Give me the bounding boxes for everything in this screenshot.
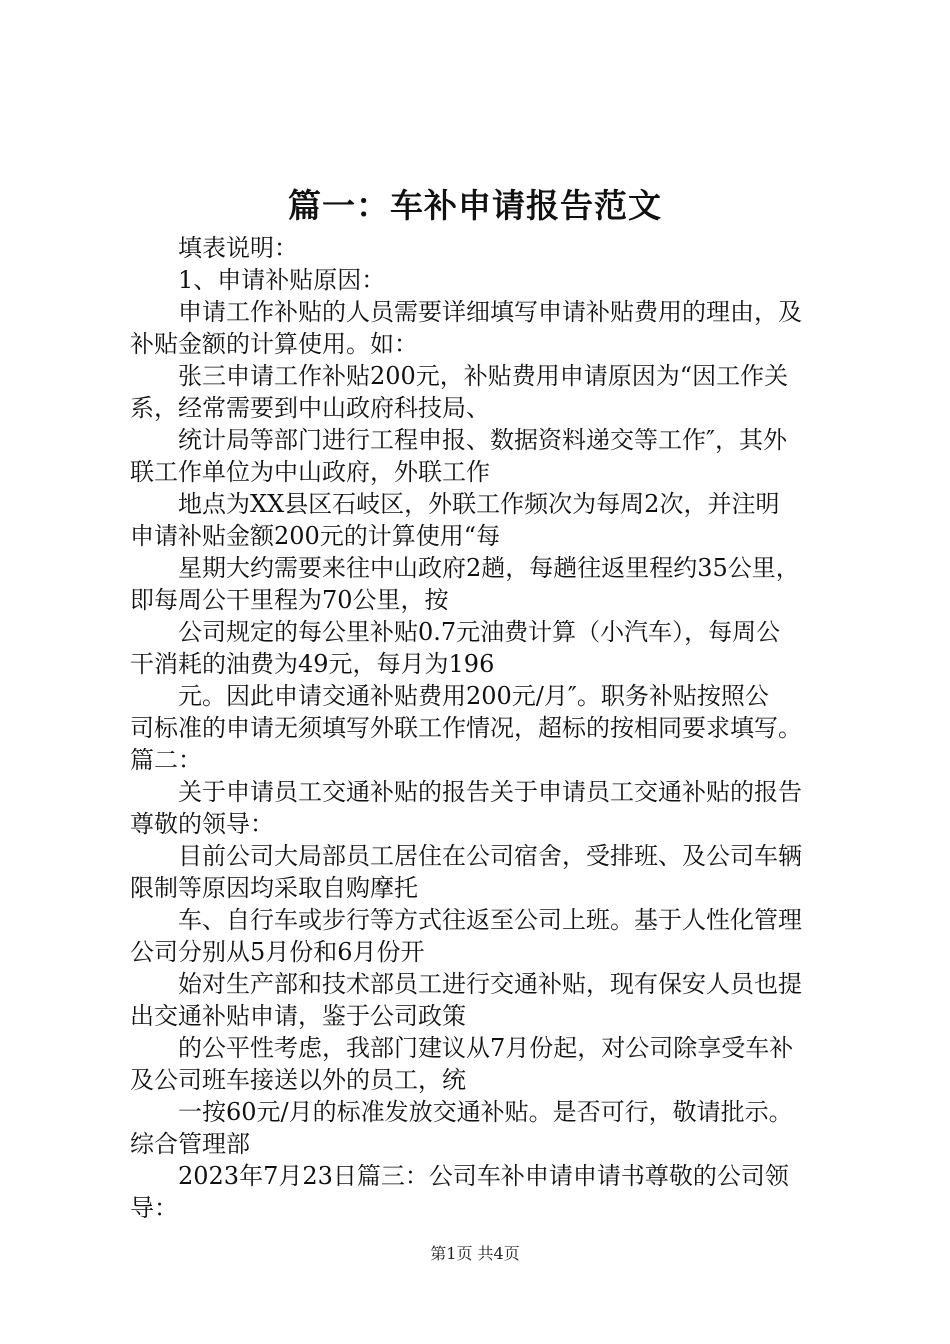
paragraph-line: 尊敬的领导：: [130, 810, 274, 838]
paragraph-line: 星期大约需要来往中山政府2趟，每趟往返里程约35公里，: [178, 554, 800, 582]
paragraph-line: 2023年7月23日篇三：公司车补申请申请书尊敬的公司领: [178, 1162, 789, 1190]
paragraph-line: 申请工作补贴的人员需要详细填写申请补贴费用的理由，及: [178, 298, 802, 326]
paragraph-line: 出交通补贴申请，鉴于公司政策: [130, 1002, 466, 1030]
paragraph-line: 干消耗的油费为49元，每月为196: [130, 650, 495, 678]
paragraph-line: 及公司班车接送以外的员工，统: [130, 1066, 466, 1094]
paragraph-line: 地点为XX县区石岐区，外联工作频次为每周2次，并注明: [178, 490, 780, 518]
document-title: 篇一：车补申请报告范文: [288, 186, 662, 225]
paragraph-line: 车、自行车或步行等方式往返至公司上班。基于人性化管理: [178, 906, 802, 934]
paragraph-line: 的公平性考虑，我部门建议从7月份起，对公司除享受车补: [178, 1034, 794, 1062]
paragraph-line: 统计局等部门进行工程申报、数据资料递交等工作″，其外: [178, 426, 787, 454]
paragraph-line: 司标准的申请无须填写外联工作情况，超标的按相同要求填写。: [130, 714, 802, 742]
document-body: [130, 232, 838, 1224]
paragraph-line: 张三申请工作补贴200元，补贴费用申请原因为“因工作关: [178, 362, 789, 390]
paragraph-line: 目前公司大局部员工居住在公司宿舍，受排班、及公司车辆: [178, 842, 802, 870]
paragraph-line: 即每周公干里程为70公里，按: [130, 586, 449, 614]
paragraph-line: 1、申请补贴原因：: [178, 266, 386, 294]
paragraph-line: 导：: [130, 1194, 178, 1222]
paragraph-line: 关于申请员工交通补贴的报告关于申请员工交通补贴的报告: [178, 778, 802, 806]
paragraph-line: 公司规定的每公里补贴0.7元油费计算（小汽车），每周公: [178, 618, 781, 646]
paragraph-line: 联工作单位为中山政府，外联工作: [130, 458, 490, 486]
paragraph-line: 系，经常需要到中山政府科技局、: [130, 394, 490, 422]
paragraph-line: 申请补贴金额200元的计算使用“每: [130, 522, 501, 550]
paragraph-line: 元。因此申请交通补贴费用200元/月″。职务补贴按照公: [178, 682, 769, 710]
paragraph-line: 始对生产部和技术部员工进行交通补贴，现有保安人员也提: [178, 970, 802, 998]
paragraph-line: 公司分别从5月份和6月份开: [130, 938, 425, 966]
signature-department: 综合管理部: [130, 1130, 250, 1158]
section-heading: 篇二：: [130, 746, 202, 774]
paragraph-line: 一按60元/月的标准发放交通补贴。是否可行，敬请批示。: [178, 1098, 793, 1126]
page-number-footer: 第1页 共4页: [430, 1244, 520, 1263]
paragraph-line: 限制等原因均采取自购摩托: [130, 874, 418, 902]
paragraph-line: 填表说明：: [178, 234, 298, 262]
paragraph-line: 补贴金额的计算使用。如：: [130, 330, 418, 358]
